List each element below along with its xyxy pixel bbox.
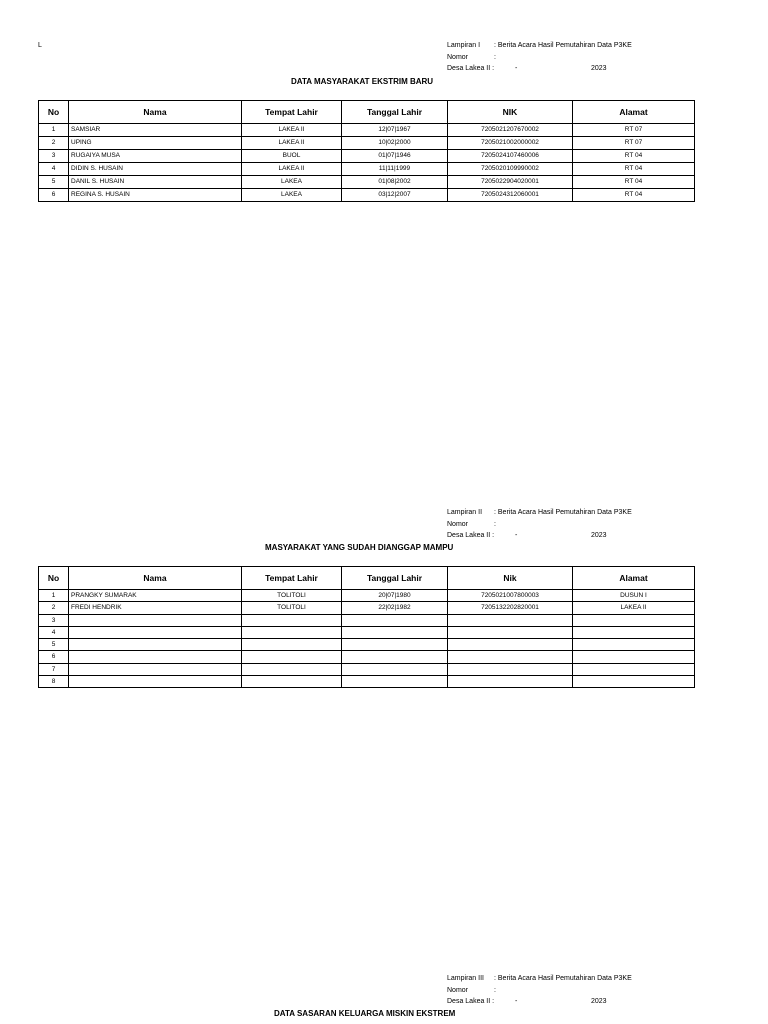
cell-tanggal-lahir: 11|11|1999 — [342, 163, 448, 176]
cell-tempat-lahir: LAKEA II — [242, 124, 342, 137]
year: 2023 — [591, 65, 607, 72]
cell-nik: 7205021207670002 — [448, 124, 573, 137]
cell-no: 7 — [39, 663, 69, 675]
desa-dash: - — [515, 532, 518, 539]
section1-title: DATA MASYARAKAT EKSTRIM BARU — [291, 77, 434, 86]
cell-tempat-lahir — [242, 663, 342, 675]
lampiran-label: Lampiran III — [447, 975, 484, 982]
cell-tanggal-lahir: 01|08|2002 — [342, 176, 448, 189]
nomor-label: Nomor — [447, 986, 469, 994]
cell-no: 5 — [39, 639, 69, 651]
header-tempat-lahir: Tempat Lahir — [242, 567, 342, 590]
cell-nama: DIDIN S. HUSAIN — [69, 163, 242, 176]
cell-nik — [448, 676, 573, 688]
cell-tanggal-lahir: 03|12|2007 — [342, 189, 448, 202]
cell-no: 3 — [39, 614, 69, 626]
cell-no: 8 — [39, 676, 69, 688]
header-no: No — [39, 101, 69, 124]
cell-alamat: LAKEA II — [573, 602, 695, 614]
cell-no: 1 — [39, 124, 69, 137]
cell-no: 4 — [39, 163, 69, 176]
table-row — [39, 602, 695, 614]
cell-nama — [69, 614, 242, 626]
cell-alamat: RT 04 — [573, 150, 695, 163]
nomor-value: : — [494, 986, 496, 994]
cell-nik: 7205022904020001 — [448, 176, 573, 189]
cell-alamat: RT 07 — [573, 137, 695, 150]
cell-alamat — [573, 651, 695, 663]
table-row — [39, 590, 695, 602]
cell-tanggal-lahir — [342, 626, 448, 638]
cell-alamat — [573, 614, 695, 626]
cell-tempat-lahir: LAKEA II — [242, 163, 342, 176]
table-row — [39, 176, 695, 189]
lampiran-label: Lampiran I — [447, 42, 481, 49]
cell-tempat-lahir: BUOL — [242, 150, 342, 163]
cell-nama — [69, 676, 242, 688]
table-row — [39, 639, 695, 651]
cell-nik — [448, 663, 573, 675]
nomor-value: : — [494, 520, 496, 528]
table-header-row — [39, 101, 695, 124]
cell-tempat-lahir: LAKEA — [242, 176, 342, 189]
cell-no: 5 — [39, 176, 69, 189]
section2-table — [38, 566, 695, 688]
table-row — [39, 676, 695, 688]
table-row — [39, 137, 695, 150]
header-tanggal-lahir: Tanggal Lahir — [342, 101, 448, 124]
nomor-label: Nomor — [447, 520, 469, 528]
header-nik: NIK — [448, 101, 573, 124]
header-tempat-lahir: Tempat Lahir — [242, 101, 342, 124]
cell-nama — [69, 639, 242, 651]
cell-nama — [69, 626, 242, 638]
year: 2023 — [591, 532, 607, 539]
table-row — [39, 163, 695, 176]
cell-nama: UPING — [69, 137, 242, 150]
cell-tanggal-lahir — [342, 663, 448, 675]
cell-tanggal-lahir: 01|07|1946 — [342, 150, 448, 163]
cell-tempat-lahir — [242, 651, 342, 663]
desa-dash: - — [515, 998, 518, 1005]
cell-nik — [448, 651, 573, 663]
cell-alamat — [573, 639, 695, 651]
cell-nik: 7205024312060001 — [448, 189, 573, 202]
cell-tempat-lahir: TOLITOLI — [242, 590, 342, 602]
cell-nik — [448, 639, 573, 651]
section3-title: DATA SASARAN KELUARGA MISKIN EKSTREM — [274, 1009, 456, 1018]
cell-nik: 7205021002000002 — [448, 137, 573, 150]
cell-nik: 7205021007800003 — [448, 590, 573, 602]
cell-tempat-lahir: TOLITOLI — [242, 602, 342, 614]
table-row — [39, 651, 695, 663]
cell-nama: FREDI HENDRIK — [69, 602, 242, 614]
cell-nama: REGINA S. HUSAIN — [69, 189, 242, 202]
cell-alamat: DUSUN I — [573, 590, 695, 602]
cell-no: 4 — [39, 626, 69, 638]
table-row — [39, 189, 695, 202]
desa-label: Desa Lakea II : — [447, 998, 495, 1005]
table-row — [39, 124, 695, 137]
cell-nama: PRANGKY SUMARAK — [69, 590, 242, 602]
cell-tempat-lahir — [242, 626, 342, 638]
lampiran-value: : Berita Acara Hasil Pemutahiran Data P3KE — [494, 42, 632, 49]
cell-no: 6 — [39, 189, 69, 202]
cell-tanggal-lahir — [342, 639, 448, 651]
desa-dash: - — [515, 65, 518, 72]
table-row — [39, 663, 695, 675]
cell-tanggal-lahir: 10|02|2000 — [342, 137, 448, 150]
cell-no: 2 — [39, 602, 69, 614]
lampiran-value: : Berita Acara Hasil Pemutahiran Data P3KE — [494, 975, 632, 982]
header-nik: Nik — [448, 567, 573, 590]
cell-tanggal-lahir: 22|02|1982 — [342, 602, 448, 614]
cell-nik — [448, 614, 573, 626]
cell-alamat: RT 07 — [573, 124, 695, 137]
header-alamat: Alamat — [573, 567, 695, 590]
section2-title: MASYARAKAT YANG SUDAH DIANGGAP MAMPU — [265, 543, 454, 552]
header-alamat: Alamat — [573, 101, 695, 124]
cell-tempat-lahir: LAKEA — [242, 189, 342, 202]
header-nama: Nama — [69, 567, 242, 590]
cell-tempat-lahir: LAKEA II — [242, 137, 342, 150]
cell-nama — [69, 651, 242, 663]
cell-nik: 7205132202820001 — [448, 602, 573, 614]
table-row — [39, 150, 695, 163]
cell-tanggal-lahir — [342, 676, 448, 688]
cell-alamat — [573, 626, 695, 638]
cell-no: 6 — [39, 651, 69, 663]
cell-alamat — [573, 663, 695, 675]
cell-tanggal-lahir — [342, 651, 448, 663]
corner-mark: L — [38, 42, 42, 49]
desa-label: Desa Lakea II : — [447, 532, 495, 539]
cell-alamat: RT 04 — [573, 176, 695, 189]
cell-no: 3 — [39, 150, 69, 163]
cell-alamat — [573, 676, 695, 688]
table-header-row — [39, 567, 695, 590]
table-row — [39, 626, 695, 638]
table-row — [39, 614, 695, 626]
cell-alamat: RT 04 — [573, 163, 695, 176]
cell-nama — [69, 663, 242, 675]
cell-tanggal-lahir: 20|07|1980 — [342, 590, 448, 602]
desa-label: Desa Lakea II : — [447, 65, 495, 72]
cell-tempat-lahir — [242, 614, 342, 626]
nomor-value: : — [494, 53, 496, 61]
cell-nama: DANIL S. HUSAIN — [69, 176, 242, 189]
cell-no: 1 — [39, 590, 69, 602]
cell-tanggal-lahir: 12|07|1967 — [342, 124, 448, 137]
cell-tempat-lahir — [242, 676, 342, 688]
header-nama: Nama — [69, 101, 242, 124]
cell-tempat-lahir — [242, 639, 342, 651]
header-no: No — [39, 567, 69, 590]
cell-nama: RUGAIYA MUSA — [69, 150, 242, 163]
cell-nik — [448, 626, 573, 638]
cell-nik: 7205024107460006 — [448, 150, 573, 163]
year: 2023 — [591, 998, 607, 1005]
section1-table — [38, 100, 695, 202]
header-tanggal-lahir: Tanggal Lahir — [342, 567, 448, 590]
lampiran-value: : Berita Acara Hasil Pemutahiran Data P3KE — [494, 509, 632, 516]
cell-no: 2 — [39, 137, 69, 150]
cell-nama: SAMSIAR — [69, 124, 242, 137]
cell-tanggal-lahir — [342, 614, 448, 626]
nomor-label: Nomor — [447, 53, 469, 61]
lampiran-label: Lampiran II — [447, 509, 483, 516]
cell-alamat: RT 04 — [573, 189, 695, 202]
cell-nik: 7205020109990002 — [448, 163, 573, 176]
